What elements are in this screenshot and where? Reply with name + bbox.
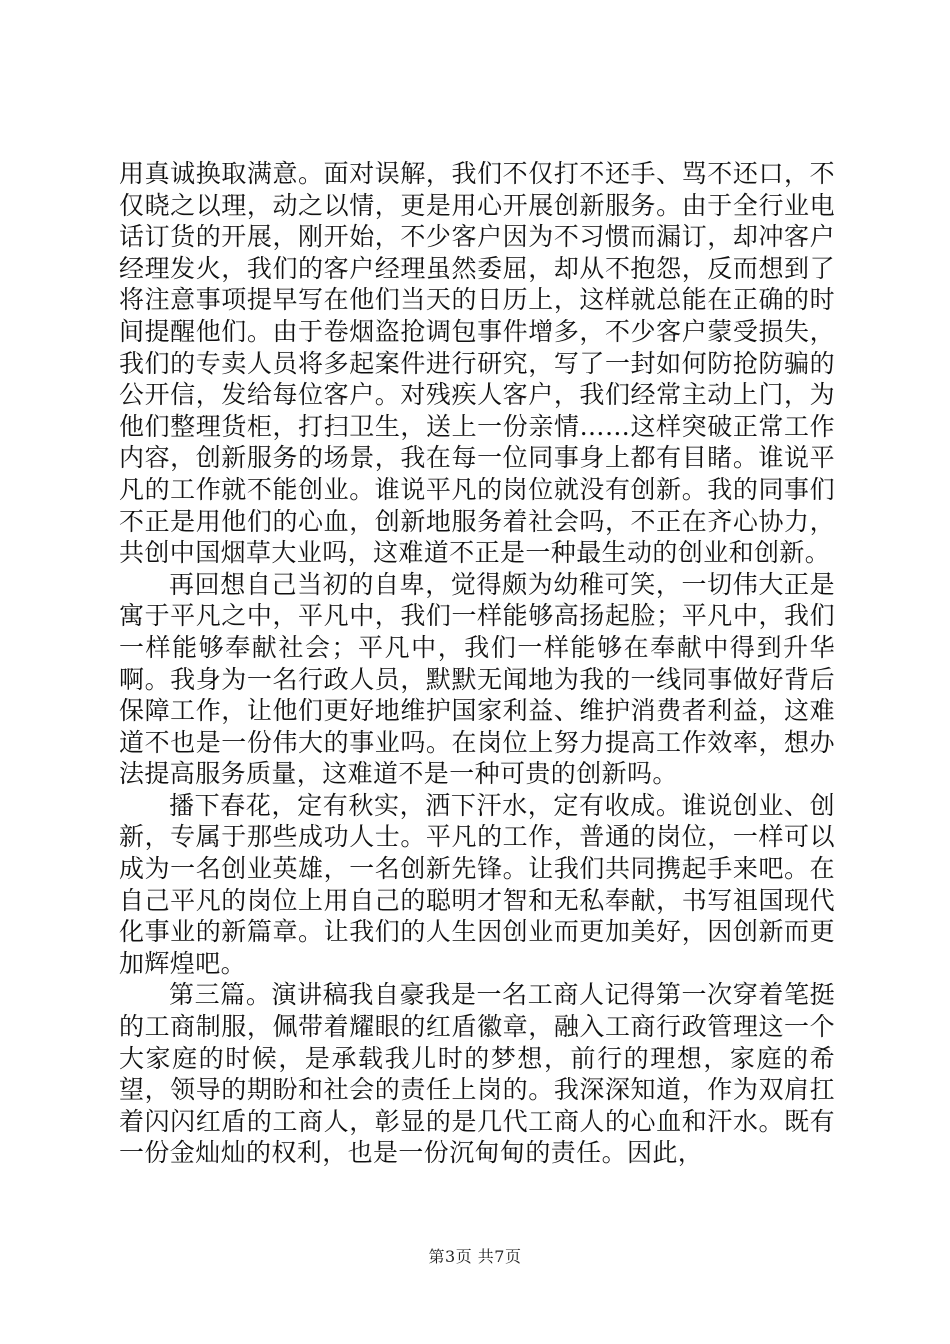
document-body [119,158,835,1169]
page-number-footer: 第3页 共7页 [428,1247,522,1266]
body-paragraph-2: 再回想自己当初的自卑，觉得颇为幼稚可笑，一切伟大正是寓于平凡之中，平凡中，我们一样能够高扬起脸；平凡中，我们一样能够奉献社会；平凡中，我们一样能够在奉献中得到升华啊。我身为一名行政人员，默默无闻地为我的一线同事做好背后保障工作，让他们更好地维护国家利益、维护消费者利益，这难道不也是一份伟大的事业吗。在岗位上努力提高工作效率，想办法提高服务质量，这难道不是一种可贵的创新吗。 [119,569,835,789]
body-paragraph-4: 第三篇。演讲稿我自豪我是一名工商人记得第一次穿着笔挺的工商制服，佩带着耀眼的红盾徽章，融入工商行政管理这一个大家庭的时候，是承载我儿时的梦想，前行的理想，家庭的希望，领导的期盼和社会的责任上岗的。我深深知道，作为双肩扛着闪闪红盾的工商人，彰显的是几代工商人的心血和汗水。既有一份金灿灿的权利，也是一份沉甸甸的责任。因此， [119,980,835,1168]
body-paragraph-1: 用真诚换取满意。面对误解，我们不仅打不还手、骂不还口，不仅晓之以理，动之以情，更是用心开展创新服务。由于全行业电话订货的开展，刚开始，不少客户因为不习惯而漏订，却冲客户经理发火，我们的客户经理虽然委屈，却从不抱怨，反而想到了将注意事项提早写在他们当天的日历上，这样就总能在正确的时间提醒他们。由于卷烟盗抢调包事件增多，不少客户蒙受损失，我们的专卖人员将多起案件进行研究，写了一封如何防抢防骗的公开信，发给每位客户。对残疾人客户，我们经常主动上门，为他们整理货柜，打扫卫生，送上一份亲情……这样突破正常工作内容，创新服务的场景，我在每一位同事身上都有目睹。谁说平凡的工作就不能创业。谁说平凡的岗位就没有创新。我的同事们不正是用他们的心血，创新地服务着社会吗，不正在齐心协力，共创中国烟草大业吗，这难道不正是一种最生动的创业和创新。 [119,159,835,568]
body-paragraph-3: 播下春花，定有秋实，洒下汗水，定有收成。谁说创业、创新，专属于那些成功人士。平凡的工作，普通的岗位，一样可以成为一名创业英雄，一名创新先锋。让我们共同携起手来吧。在自己平凡的岗位上用自己的聪明才智和无私奉献，书写祖国现代化事业的新篇章。让我们的人生因创业而更加美好，因创新而更加辉煌吧。 [119,790,835,978]
